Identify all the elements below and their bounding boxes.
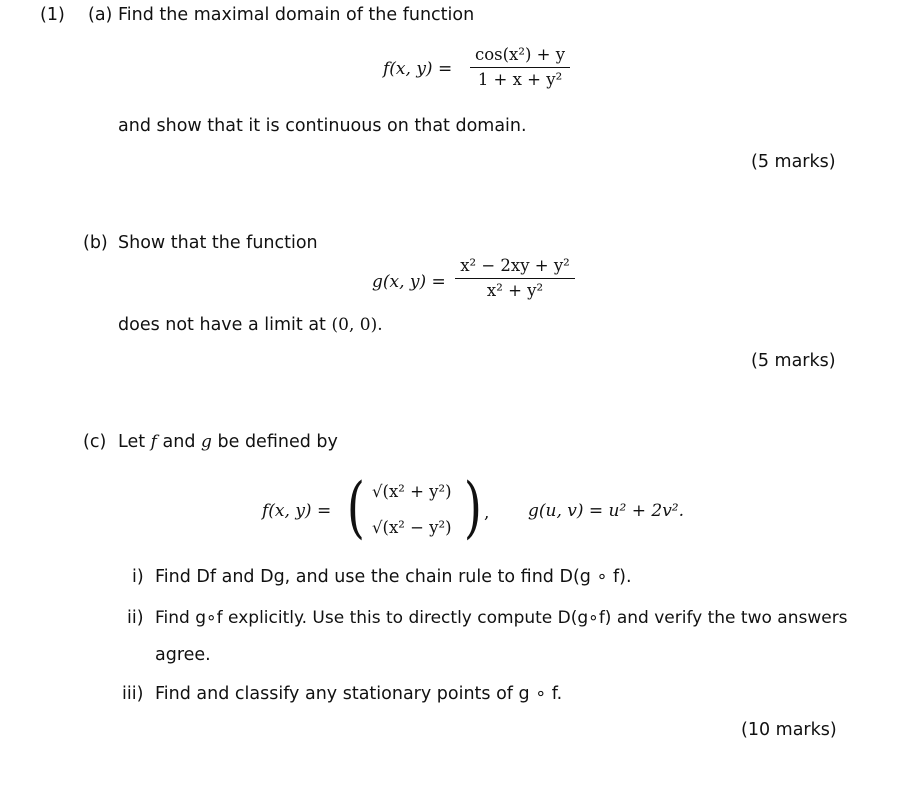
- item-ii-continuation: agree.: [155, 645, 211, 665]
- item-ii-text: Find g∘f explicitly. Use this to directly compute D(g∘f) and verify the two answers: [155, 608, 848, 628]
- part-b-point: (0, 0).: [331, 315, 383, 335]
- part-b-outro: [118, 315, 383, 335]
- part-a-outro: and show that it is continuous on that domain.: [118, 116, 527, 136]
- fraction-bar: [470, 67, 570, 68]
- part-c-f-top: √(x² + y²): [372, 482, 452, 501]
- part-a-intro: Find the maximal domain of the function: [118, 5, 475, 25]
- item-iii-text: Find and classify any stationary points of g ∘ f.: [155, 684, 563, 704]
- item-iii-label: iii): [122, 684, 144, 704]
- part-b-outro-text: does not have a limit at: [118, 315, 326, 335]
- part-b-marks: (5 marks): [751, 351, 836, 371]
- part-a-denominator: 1 + x + y²: [477, 70, 563, 89]
- part-a-label: (a): [88, 5, 113, 25]
- part-c-g-def: g(u, v) = u² + 2v².: [528, 501, 685, 521]
- part-b-fraction: [455, 256, 575, 300]
- item-i-text: Find Df and Dg, and use the chain rule to find D(g ∘ f).: [155, 567, 632, 587]
- part-c-marks: (10 marks): [741, 720, 837, 740]
- part-c-f-lhs: f(x, y) =: [262, 501, 332, 521]
- part-c-f-bottom: √(x² − y²): [372, 518, 452, 537]
- item-i-label: i): [132, 567, 144, 587]
- fraction-bar: [455, 278, 575, 279]
- part-b-g-lhs: g(x, y) =: [372, 272, 446, 292]
- part-a-fraction: [470, 45, 570, 89]
- part-a-numerator: cos(x²) + y: [474, 45, 566, 64]
- intro-f: f: [150, 432, 157, 452]
- part-c-comma: ,: [484, 503, 490, 523]
- part-b-label: (b): [83, 233, 108, 253]
- intro-word: be defined by: [217, 432, 338, 452]
- intro-word: Let: [118, 432, 146, 452]
- part-c-intro: [118, 432, 338, 452]
- question-number: (1): [40, 5, 65, 25]
- intro-g: g: [201, 432, 212, 452]
- item-ii-label: ii): [127, 608, 144, 628]
- part-b-denominator: x² + y²: [486, 281, 544, 300]
- part-a-marks: (5 marks): [751, 152, 836, 172]
- part-c-label: (c): [83, 432, 107, 452]
- right-paren: ): [463, 469, 482, 546]
- part-a-f-lhs: f(x, y) =: [383, 59, 453, 79]
- part-b-numerator: x² − 2xy + y²: [460, 256, 570, 275]
- left-paren: (: [346, 469, 365, 546]
- intro-word: and: [162, 432, 196, 452]
- part-b-intro: Show that the function: [118, 233, 318, 253]
